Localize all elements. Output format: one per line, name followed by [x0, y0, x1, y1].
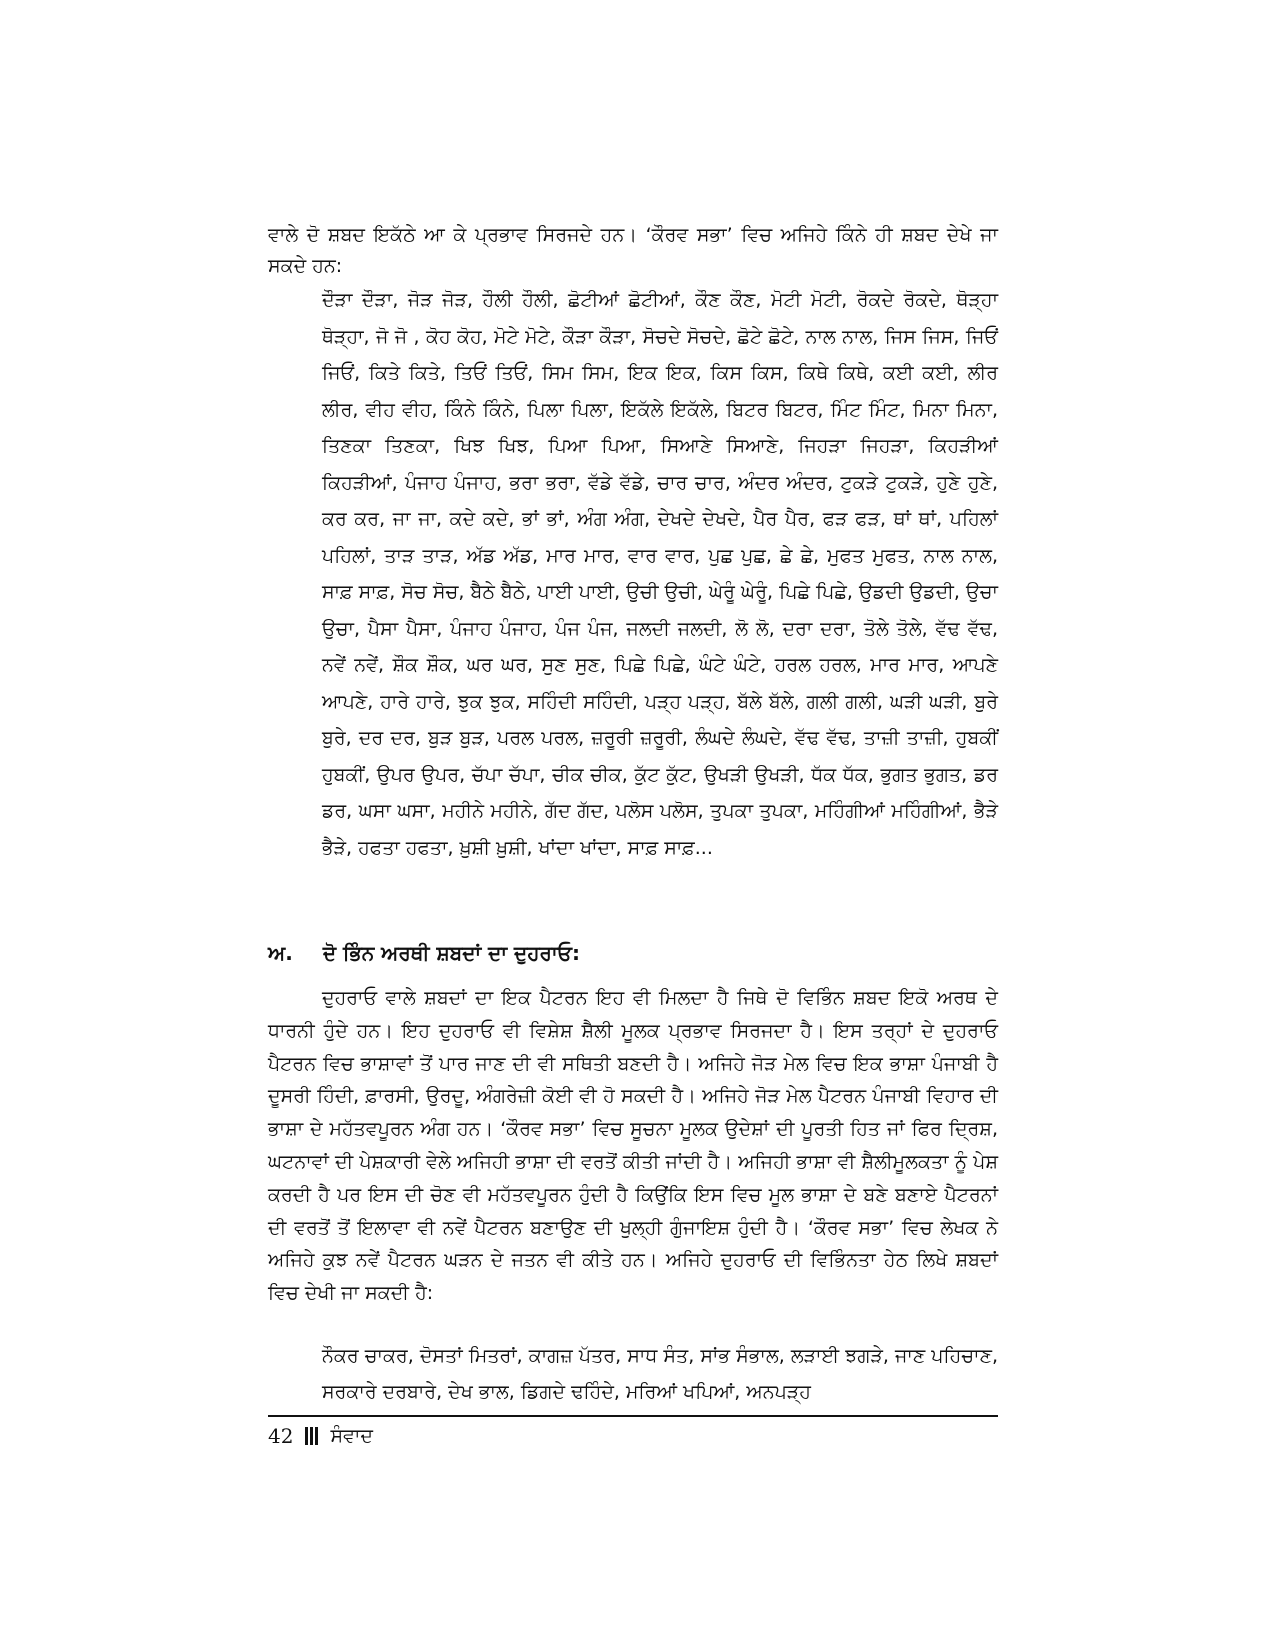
journal-name: ਸੰਵਾਦ: [330, 1425, 374, 1447]
body-paragraph: ਦੁਹਰਾਓ ਵਾਲੇ ਸ਼ਬਦਾਂ ਦਾ ਇਕ ਪੈਟਰਨ ਇਹ ਵੀ ਮਿਲਦਾ ਹੈ ਜਿਥੇ ਦੋ ਵਿਭਿੰਨ ਸ਼ਬਦ ਇਕੋ ਅਰਥ ਦੇ ਧਾਰਨੀ ਹੁੰਦੇ ਹਨ। ਇਹ ਦੁਹਰਾਓ ਵੀ ਵਿਸ਼ੇਸ਼ ਸ਼ੈਲੀ ਮੂਲਕ ਪ੍ਰਭਾਵ ਸਿਰਜਦਾ ਹੈ। ਇਸ ਤਰ੍ਹਾਂ ਦੇ ਦੁਹਰਾਓ ਪੈਟਰਨ ਵਿਚ ਭਾਸ਼ਾਵਾਂ ਤੋਂ ਪਾਰ ਜਾਣ ਦੀ ਵੀ ਸਥਿਤੀ ਬਣਦੀ ਹੈ। ਅਜਿਹੇ ਜੋੜ ਮੇਲ ਵਿਚ ਇਕ ਭਾਸ਼ਾ ਪੰਜਾਬੀ ਹੈ ਦੂਸਰੀ ਹਿੰਦੀ, ਫ਼ਾਰਸੀ, ਉਰਦੂ, ਅੰਗਰੇਜ਼ੀ ਕੋਈ ਵੀ ਹੋ ਸਕਦੀ ਹੈ। ਅਜਿਹੇ ਜੋੜ ਮੇਲ ਪੈਟਰਨ ਪੰਜਾਬੀ ਵਿਹਾਰ ਦੀ ਭਾਸ਼ਾ ਦੇ ਮਹੱਤਵਪੂਰਨ ਅੰਗ ਹਨ। ‘ਕੌਰਵ ਸਭਾ’ ਵਿਚ ਸੂਚਨਾ ਮੂਲਕ ਉਦੇਸ਼ਾਂ ਦੀ ਪੂਰਤੀ ਹਿਤ ਜਾਂ ਫਿਰ ਦ੍ਰਿਸ਼, ਘਟਨਾਵਾਂ ਦੀ ਪੇਸ਼ਕਾਰੀ ਵੇਲੇ ਅਜਿਹੀ ਭਾਸ਼ਾ ਦੀ ਵਰਤੋਂ ਕੀਤੀ ਜਾਂਦੀ ਹੈ। ਅਜਿਹੀ ਭਾਸ਼ਾ ਵੀ ਸ਼ੈਲੀਮੂਲਕਤਾ ਨੂੰ ਪੇਸ਼ ਕਰਦੀ ਹੈ ਪਰ ਇਸ ਦੀ ਚੋਣ ਵੀ ਮਹੱਤਵਪੂਰਨ ਹੁੰਦੀ ਹੈ ਕਿਉਂਕਿ ਇਸ ਵਿਚ ਮੂਲ ਭਾਸ਼ਾ ਦੇ ਬਣੇ ਬਣਾਏ ਪੈਟਰਨਾਂ ਦੀ ਵਰਤੋਂ ਤੋਂ ਇਲਾਵਾ ਵੀ ਨਵੇਂ ਪੈਟਰਨ ਬਣਾਉਣ ਦੀ ਖੁਲ੍ਹੀ ਗੁੰਜਾਇਸ਼ ਹੁੰਦੀ ਹੈ। ‘ਕੌਰਵ ਸਭਾ’ ਵਿਚ ਲੇਖਕ ਨੇ ਅਜਿਹੇ ਕੁਝ ਨਵੇਂ ਪੈਟਰਨ ਘੜਨ ਦੇ ਜਤਨ ਵੀ ਕੀਤੇ ਹਨ। ਅਜਿਹੇ ਦੁਹਰਾਓ ਦੀ ਵਿਭਿੰਨਤਾ ਹੇਠ ਲਿਖੇ ਸ਼ਬਦਾਂ ਵਿਚ ਦੇਖੀ ਜਾ ਸਕਦੀ ਹੈ:: [268, 987, 998, 1305]
paired-words-list: ਨੌਕਰ ਚਾਕਰ, ਦੋਸਤਾਂ ਮਿਤਰਾਂ, ਕਾਗਜ਼ ਪੱਤਰ, ਸਾਧ ਸੰਤ, ਸਾਂਭ ਸੰਭਾਲ, ਲੜਾਈ ਝਗੜੇ, ਜਾਣ ਪਹਿਚਾਣ, ਸਰਕਾਰੇ ਦਰਬਾਰੇ, ਦੇਖ ਭਾਲ, ਡਿਗਦੇ ਢਹਿੰਦੇ, ਮਰਿਆਂ ਖਪਿਆਂ, ਅਨਪੜ੍ਹ: [322, 1345, 998, 1403]
section-heading: [268, 938, 998, 968]
intro-paragraph: ਵਾਲੇ ਦੋ ਸ਼ਬਦ ਇਕੱਠੇ ਆ ਕੇ ਪ੍ਰਭਾਵ ਸਿਰਜਦੇ ਹਨ। ‘ਕੌਰਵ ਸਭਾ’ ਵਿਚ ਅਜਿਹੇ ਕਿੰਨੇ ਹੀ ਸ਼ਬਦ ਦੇਖੇ ਜਾ ਸਕਦੇ ਹਨ:: [268, 224, 998, 277]
page-number: 42: [268, 1424, 294, 1448]
page-footer: [268, 1422, 373, 1450]
section-title: ਦੋ ਭਿੰਨ ਅਰਥੀ ਸ਼ਬਦਾਂ ਦਾ ਦੁਹਰਾਓ:: [322, 941, 580, 965]
triple-bar-icon: [305, 1427, 318, 1445]
repeated-words-list: ਦੌੜਾ ਦੌੜਾ, ਜੋੜ ਜੋੜ, ਹੌਲੀ ਹੌਲੀ, ਛੋਟੀਆਂ ਛੋਟੀਆਂ, ਕੌਣ ਕੌਣ, ਮੋਟੀ ਮੋਟੀ, ਰੋਕਦੇ ਰੋਕਦੇ, ਥੋੜ੍ਹਾ ਥੋੜ੍ਹਾ, ਜੋ ਜੋ , ਕੋਹ ਕੋਹ, ਮੋਟੇ ਮੋਟੇ, ਕੌੜਾ ਕੌੜਾ, ਸੋਚਦੇ ਸੋਚਦੇ, ਛੋਟੇ ਛੋਟੇ, ਨਾਲ ਨਾਲ, ਜਿਸ ਜਿਸ, ਜਿਓਂ ਜਿਓਂ, ਕਿਤੇ ਕਿਤੇ, ਤਿਓਂ ਤਿਓਂ, ਸਿਮ ਸਿਮ, ਇਕ ਇਕ, ਕਿਸ ਕਿਸ, ਕਿਥੇ ਕਿਥੇ, ਕਈ ਕਈ, ਲੀਰ ਲੀਰ, ਵੀਹ ਵੀਹ, ਕਿੰਨੇ ਕਿੰਨੇ, ਪਿਲਾ ਪਿਲਾ, ਇਕੱਲੇ ਇਕੱਲੇ, ਬਿਟਰ ਬਿਟਰ, ਮਿੰਟ ਮਿੰਟ, ਮਿਨਾ ਮਿਨਾ, ਤਿਣਕਾ ਤਿਣਕਾ, ਖਿਝ ਖਿਝ, ਪਿਆ ਪਿਆ, ਸਿਆਣੇ ਸਿਆਣੇ, ਜਿਹੜਾ ਜਿਹੜਾ, ਕਿਹੜੀਆਂ ਕਿਹੜੀਆਂ, ਪੰਜਾਹ ਪੰਜਾਹ, ਭਰਾ ਭਰਾ, ਵੱਡੇ ਵੱਡੇ, ਚਾਰ ਚਾਰ, ਅੰਦਰ ਅੰਦਰ, ਟੁਕੜੇ ਟੁਕੜੇ, ਹੁਣੇ ਹੁਣੇ, ਕਰ ਕਰ, ਜਾ ਜਾ, ਕਦੇ ਕਦੇ, ਭਾਂ ਭਾਂ, ਅੰਗ ਅੰਗ, ਦੇਖਦੇ ਦੇਖਦੇ, ਪੈਰ ਪੈਰ, ਫੜ ਫੜ, ਥਾਂ ਥਾਂ, ਪਹਿਲਾਂ ਪਹਿਲਾਂ, ਤਾੜ ਤਾੜ, ਅੱਡ ਅੱਡ, ਮਾਰ ਮਾਰ, ਵਾਰ ਵਾਰ, ਪੁਛ ਪੁਛ, ਛੇ ਛੇ, ਮੁਫਤ ਮੁਫਤ, ਨਾਲ ਨਾਲ, ਸਾਫ਼ ਸਾਫ਼, ਸੋਚ ਸੋਚ, ਬੈਠੇ ਬੈਠੇ, ਪਾਈ ਪਾਈ, ਉਚੀ ਉਚੀ, ਘੇਰੂੰ ਘੇਰੂੰ, ਪਿਛੇ ਪਿਛੇ, ਉਡਦੀ ਉਡਦੀ, ਉਚਾ ਉਚਾ, ਪੈਸਾ ਪੈਸਾ, ਪੰਜਾਹ ਪੰਜਾਹ, ਪੰਜ ਪੰਜ, ਜਲਦੀ ਜਲਦੀ, ਲੋ ਲੋ, ਦਰਾ ਦਰਾ, ਤੋਲੇ ਤੋਲੇ, ਵੱਢ ਵੱਢ, ਨਵੇਂ ਨਵੇਂ, ਸ਼ੌਕ ਸ਼ੌਕ, ਘਰ ਘਰ, ਸੁਣ ਸੁਣ, ਪਿਛੇ ਪਿਛੇ, ਘੰਟੇ ਘੰਟੇ, ਹਰਲ ਹਰਲ, ਮਾਰ ਮਾਰ, ਆਪਣੇ ਆਪਣੇ, ਹਾਰੇ ਹਾਰੇ, ਝੁਕ ਝੁਕ, ਸਹਿੰਦੀ ਸਹਿੰਦੀ, ਪੜ੍ਹ ਪੜ੍ਹ, ਬੱਲੇ ਬੱਲੇ, ਗਲੀ ਗਲੀ, ਘੜੀ ਘੜੀ, ਬੁਰੇ ਬੁਰੇ, ਦਰ ਦਰ, ਬੁੜ ਬੁੜ, ਪਰਲ ਪਰਲ, ਜ਼ਰੂਰੀ ਜ਼ਰੂਰੀ, ਲੰਘਦੇ ਲੰਘਦੇ, ਵੱਢ ਵੱਢ, ਤਾਜ਼ੀ ਤਾਜ਼ੀ, ਹੁਬਕੀਂ ਹੁਬਕੀਂ, ਉਪਰ ਉਪਰ, ਚੱਪਾ ਚੱਪਾ, ਚੀਕ ਚੀਕ, ਕੁੱਟ ਕੁੱਟ, ਉਖੜੀ ਉਖੜੀ, ਧੱਕ ਧੱਕ, ਭੁਗਤ ਭੁਗਤ, ਡਰ ਡਰ, ਘਸਾ ਘਸਾ, ਮਹੀਨੇ ਮਹੀਨੇ, ਗੱਦ ਗੱਦ, ਪਲੋਸ ਪਲੋਸ, ਤੁਪਕਾ ਤੁਪਕਾ, ਮਹਿੰਗੀਆਂ ਮਹਿੰਗੀਆਂ, ਭੈੜੇ ਭੈੜੇ, ਹਫਤਾ ਹਫਤਾ, ਖ਼ੁਸ਼ੀ ਖ਼ੁਸ਼ੀ, ਖਾਂਦਾ ਖਾਂਦਾ, ਸਾਫ਼ ਸਾਫ਼...: [322, 289, 998, 859]
section-marker: ਅ.: [268, 941, 293, 965]
footer-divider: [268, 1415, 998, 1417]
